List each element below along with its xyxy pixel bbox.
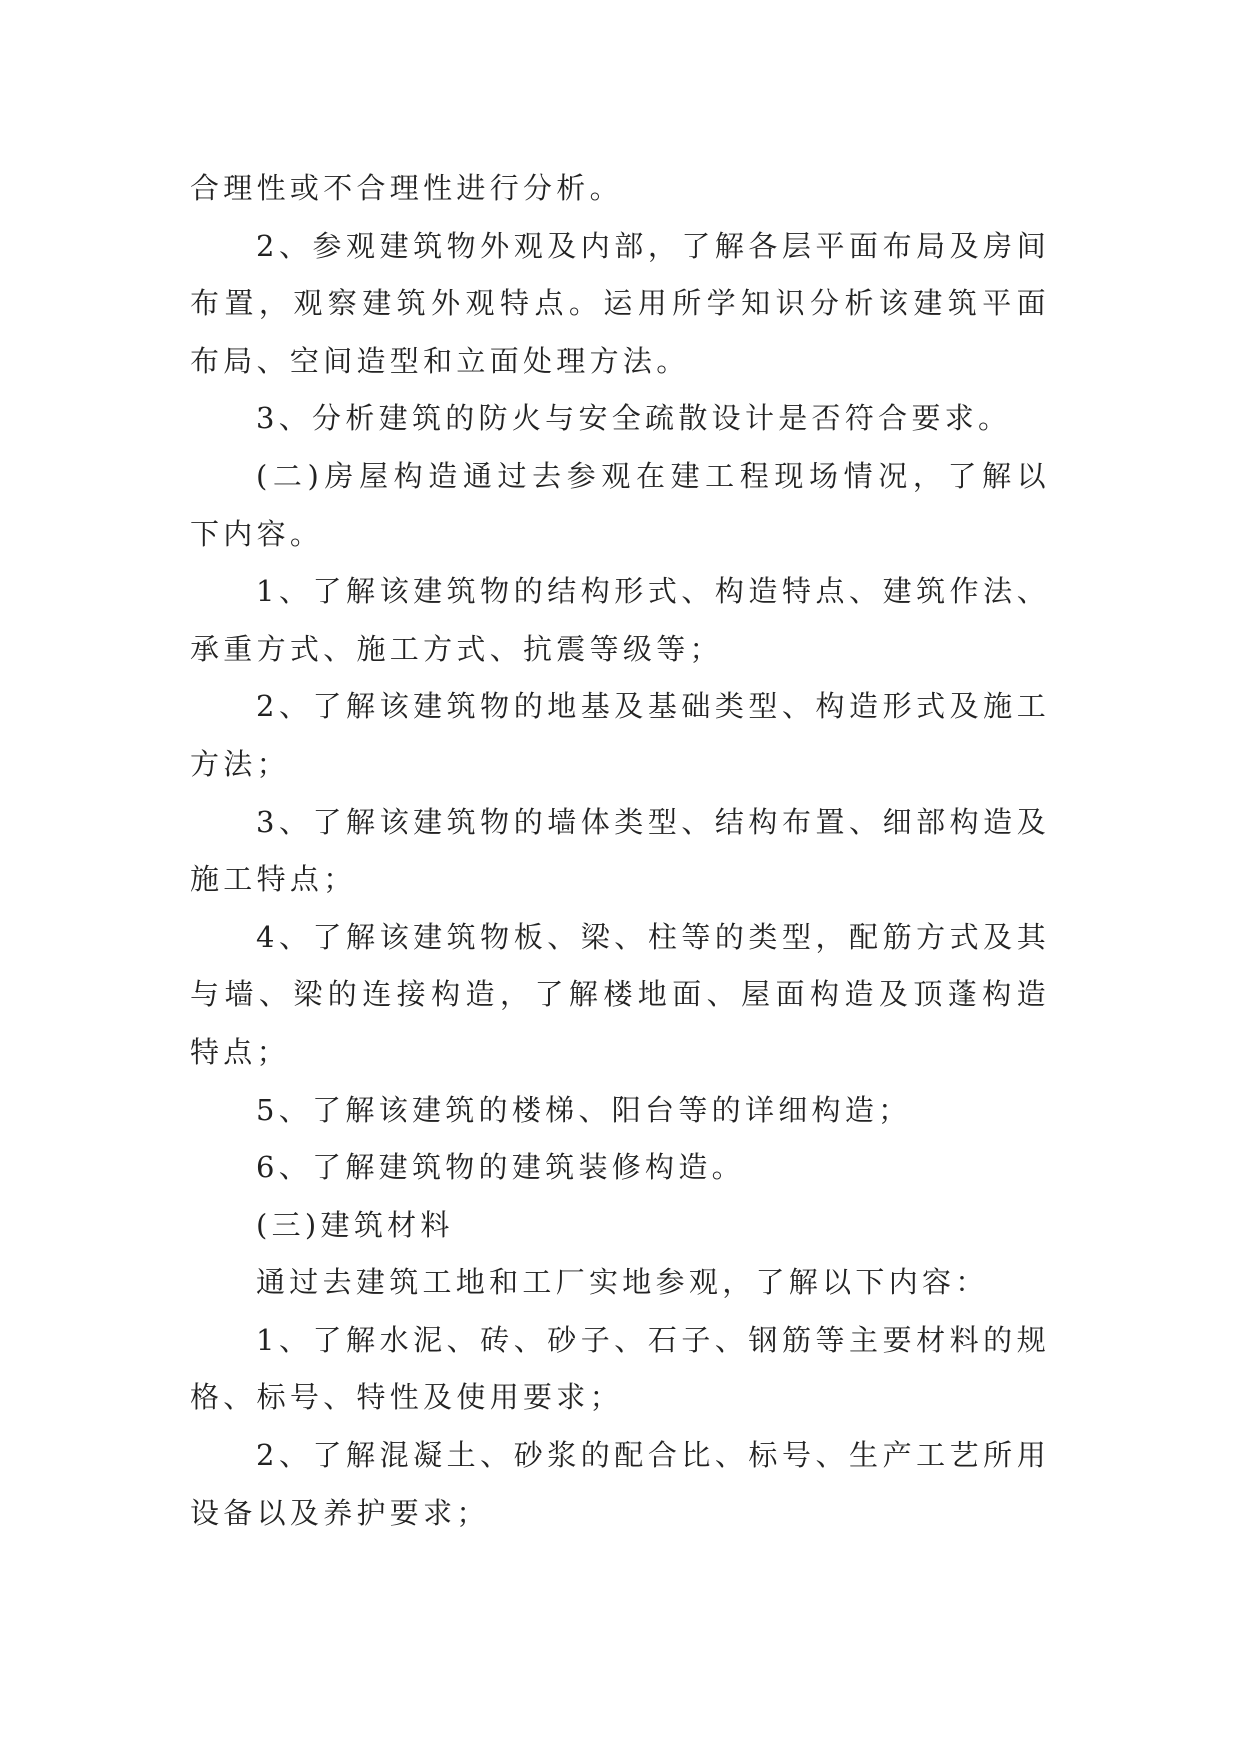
- paragraph-analysis-continuation: 合理性或不合理性进行分析。: [190, 171, 623, 205]
- paragraph-item-2-exterior: 2、参观建筑物外观及内部，了解各层平面布局及房间布置，观察建筑外观特点。运用所学知识分析该建筑平面布局、空间造型和立面处理方法。: [190, 228, 1050, 378]
- paragraph-construction-item-2: 2、了解该建筑物的地基及基础类型、构造形式及施工方法；: [190, 689, 1050, 781]
- paragraph-construction-item-3: 3、了解该建筑物的墙体类型、结构布置、细部构造及施工特点；: [190, 804, 1050, 897]
- paragraph-materials-intro: 通过去建筑工地和工厂实地参观，了解以下内容：: [256, 1265, 989, 1300]
- section-heading-building-construction: (二)房屋构造通过去参观在建工程现场情况，了解以下内容。: [190, 458, 1050, 551]
- section-heading-building-materials: (三)建筑材料: [256, 1207, 454, 1242]
- paragraph-materials-item-2: 2、了解混凝土、砂浆的配合比、标号、生产工艺所用设备以及养护要求；: [190, 1438, 1050, 1530]
- paragraph-construction-item-6: 6、了解建筑物的建筑装修构造。: [256, 1150, 745, 1185]
- paragraph-construction-item-4: 4、了解该建筑物板、梁、柱等的类型，配筋方式及其与墙、梁的连接构造，了解楼地面、屋面构造及顶蓬构造特点；: [190, 919, 1050, 1069]
- paragraph-construction-item-5: 5、了解该建筑的楼梯、阳台等的详细构造；: [256, 1092, 912, 1127]
- paragraph-materials-item-1: 1、了解水泥、砖、砂子、石子、钢筋等主要材料的规格、标号、特性及使用要求；: [190, 1322, 1050, 1415]
- paragraph-item-3-fire-safety: 3、分析建筑的防火与安全疏散设计是否符合要求。: [256, 401, 1012, 436]
- document-body: [190, 160, 1050, 1542]
- paragraph-construction-item-1: 1、了解该建筑物的结构形式、构造特点、建筑作法、承重方式、施工方式、抗震等级等；: [190, 574, 1050, 666]
